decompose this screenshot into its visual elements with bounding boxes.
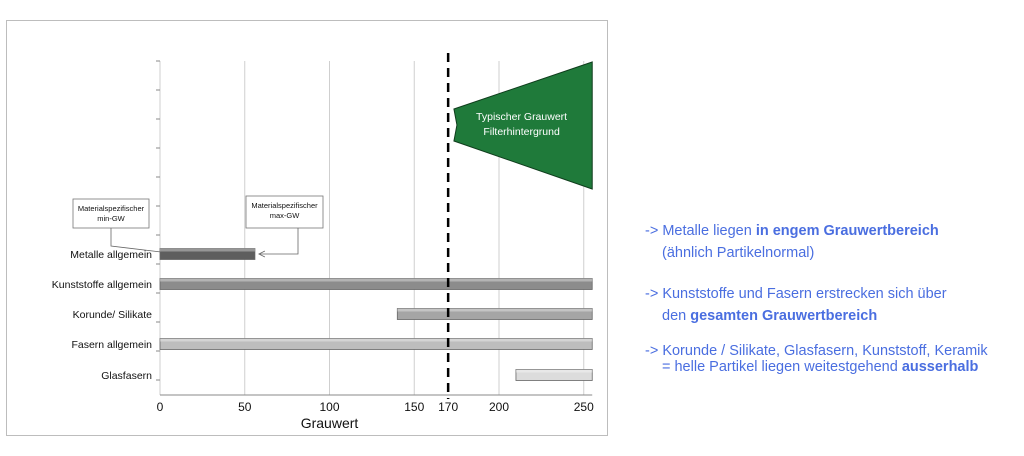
bar-highlight xyxy=(516,370,592,373)
category-label: Kunststoffe allgemein xyxy=(51,279,152,291)
note-emphasis: ausserhalb xyxy=(901,359,979,375)
callout-text: Materialspezifischer xyxy=(251,201,318,210)
note-line xyxy=(645,307,947,326)
bar-highlight xyxy=(397,309,592,312)
callout-pointer xyxy=(259,228,298,254)
x-tick-label: 200 xyxy=(488,400,510,414)
callout-text: max-GW xyxy=(269,211,300,220)
note-text: -> Korunde / Silikate, Glasfasern, Kunststoff, Keramik xyxy=(645,343,988,359)
note-block xyxy=(645,342,988,377)
note-block xyxy=(645,285,947,326)
category-label: Glasfasern xyxy=(101,370,152,382)
callout-text: Materialspezifischer xyxy=(77,204,145,213)
x-tick-label: 50 xyxy=(238,400,252,414)
callout-text: min-GW xyxy=(97,214,125,223)
grauwert-chart xyxy=(7,21,607,435)
category-label: Korunde/ Silikate xyxy=(72,309,152,321)
category-label: Fasern allgemein xyxy=(71,339,152,351)
note-emphasis: in engem Grauwertbereich xyxy=(755,223,939,239)
x-tick-label: 100 xyxy=(319,400,340,414)
x-tick-label: 150 xyxy=(404,400,425,414)
note-text: (ähnlich Partikelnormal) xyxy=(662,245,815,261)
x-tick-label: 250 xyxy=(573,400,594,414)
note-text: = helle Partikel liegen weitestgehend xyxy=(662,359,902,375)
chart-panel xyxy=(6,20,608,436)
note-line xyxy=(645,285,947,304)
x-tick-label: 170 xyxy=(438,400,459,414)
note-text: den xyxy=(662,308,691,324)
note-line xyxy=(645,358,988,377)
bar-highlight xyxy=(160,279,592,282)
category-label: Metalle allgemein xyxy=(70,249,152,261)
note-line xyxy=(645,244,939,263)
note-text: -> Kunststoffe und Fasern erstrecken sich über xyxy=(645,286,947,302)
filter-background-label: Typischer Grauwert xyxy=(476,111,568,123)
bar-highlight xyxy=(160,339,592,342)
note-block xyxy=(645,222,939,263)
filter-background-label: Filterhintergrund xyxy=(483,126,560,138)
note-emphasis: gesamten Grauwertbereich xyxy=(690,308,878,324)
x-tick-label: 0 xyxy=(156,400,164,414)
bar-highlight xyxy=(160,249,255,252)
note-text: -> Metalle liegen xyxy=(645,223,756,239)
x-axis-title: Grauwert xyxy=(300,415,359,431)
note-line xyxy=(645,222,939,241)
